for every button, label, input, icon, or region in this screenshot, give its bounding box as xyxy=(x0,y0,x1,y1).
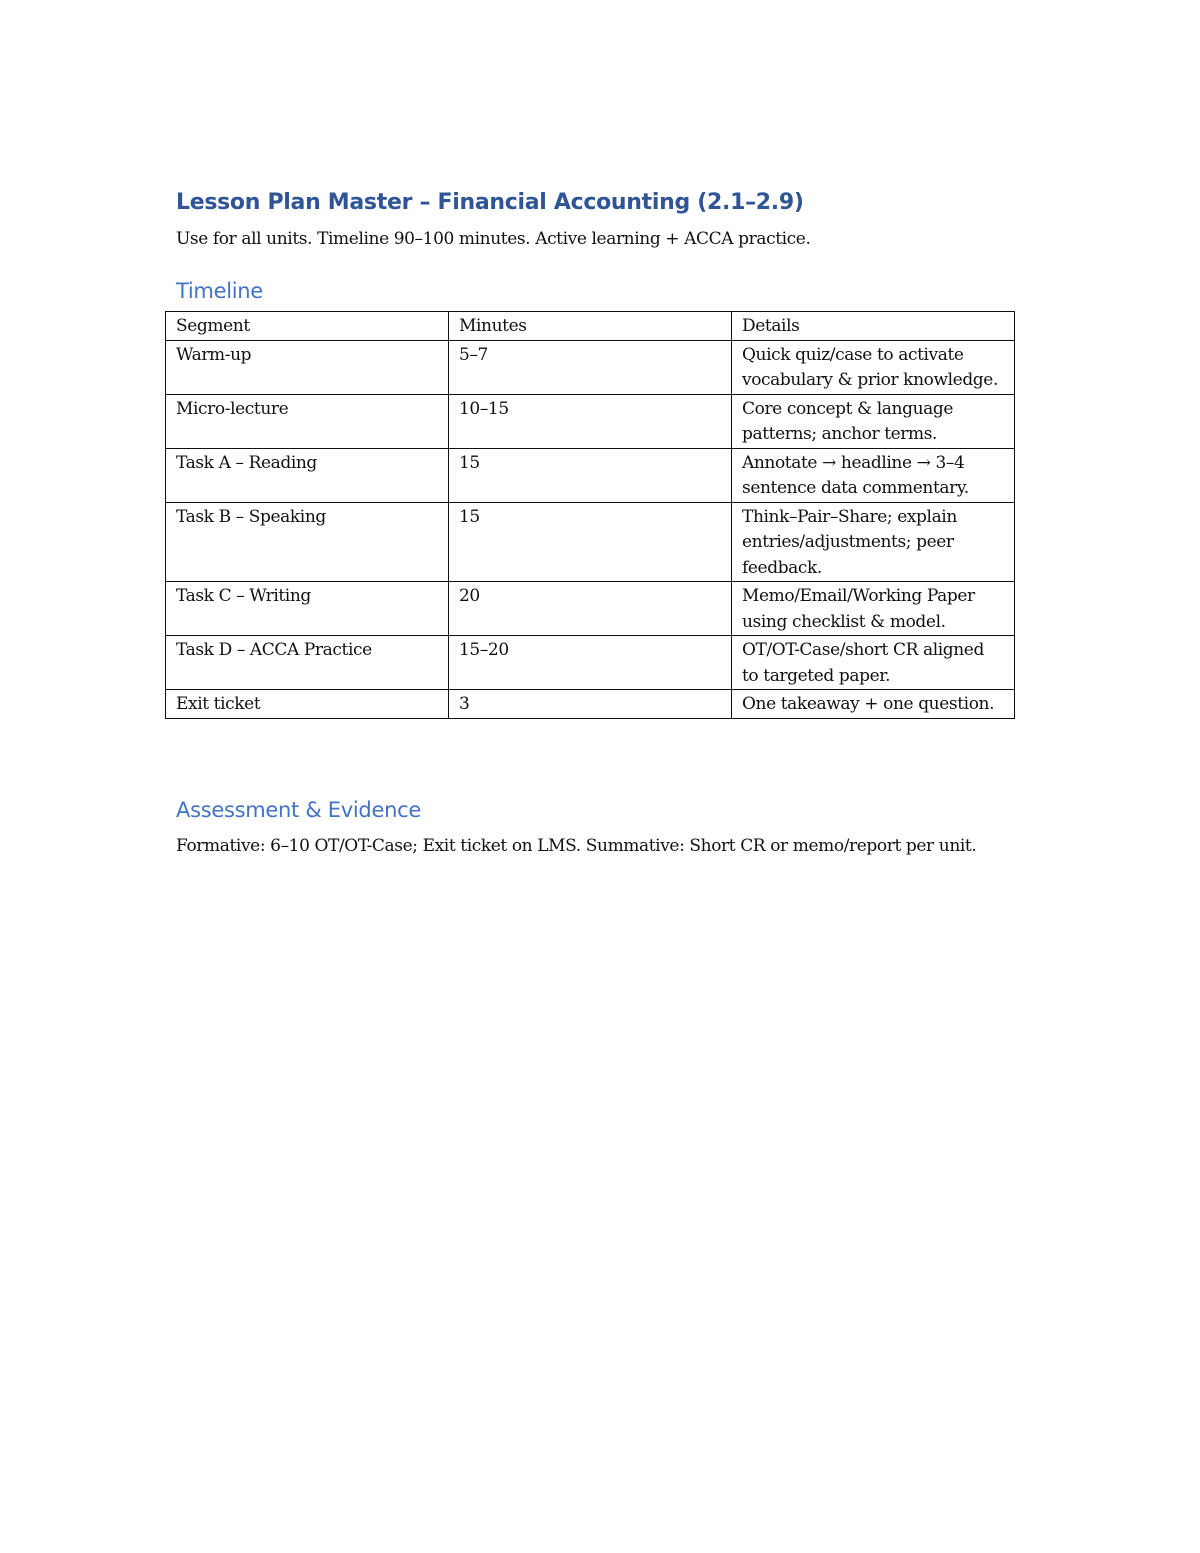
table-row xyxy=(166,636,1015,690)
table-header-row xyxy=(166,312,1015,341)
table-row xyxy=(166,394,1015,448)
table-row xyxy=(166,340,1015,394)
segment-cell: Task B – Speaking xyxy=(166,502,449,582)
document-title: Lesson Plan Master – Financial Accounting (2.1–2.9) xyxy=(176,190,804,215)
minutes-cell: 10–15 xyxy=(449,394,732,448)
segment-cell: Micro-lecture xyxy=(166,394,449,448)
minutes-cell: 20 xyxy=(449,582,732,636)
column-header-segment: Segment xyxy=(166,312,449,341)
minutes-cell: 15 xyxy=(449,448,732,502)
column-header-minutes: Minutes xyxy=(449,312,732,341)
details-cell: Memo/Email/Working Paper using checklist & model. xyxy=(732,582,1015,636)
column-header-details: Details xyxy=(732,312,1015,341)
details-cell: Quick quiz/case to activate vocabulary & prior knowledge. xyxy=(732,340,1015,394)
segment-cell: Task D – ACCA Practice xyxy=(166,636,449,690)
details-cell: Core concept & language patterns; anchor terms. xyxy=(732,394,1015,448)
details-cell: OT/OT-Case/short CR aligned to targeted paper. xyxy=(732,636,1015,690)
details-cell: One takeaway + one question. xyxy=(732,690,1015,719)
assessment-heading: Assessment & Evidence xyxy=(176,798,421,822)
table-row xyxy=(166,502,1015,582)
timeline-heading: Timeline xyxy=(176,279,263,303)
assessment-text: Formative: 6–10 OT/OT-Case; Exit ticket on LMS. Summative: Short CR or memo/report per unit. xyxy=(176,836,977,856)
segment-cell: Task A – Reading xyxy=(166,448,449,502)
details-cell: Think–Pair–Share; explain entries/adjustments; peer feedback. xyxy=(732,502,1015,582)
segment-cell: Exit ticket xyxy=(166,690,449,719)
minutes-cell: 5–7 xyxy=(449,340,732,394)
minutes-cell: 3 xyxy=(449,690,732,719)
segment-cell: Task C – Writing xyxy=(166,582,449,636)
timeline-table xyxy=(165,311,1015,719)
details-cell: Annotate → headline → 3–4 sentence data commentary. xyxy=(732,448,1015,502)
table-row xyxy=(166,690,1015,719)
minutes-cell: 15 xyxy=(449,502,732,582)
minutes-cell: 15–20 xyxy=(449,636,732,690)
segment-cell: Warm-up xyxy=(166,340,449,394)
table-row xyxy=(166,448,1015,502)
table-row xyxy=(166,582,1015,636)
intro-text: Use for all units. Timeline 90–100 minutes. Active learning + ACCA practice. xyxy=(176,229,811,249)
